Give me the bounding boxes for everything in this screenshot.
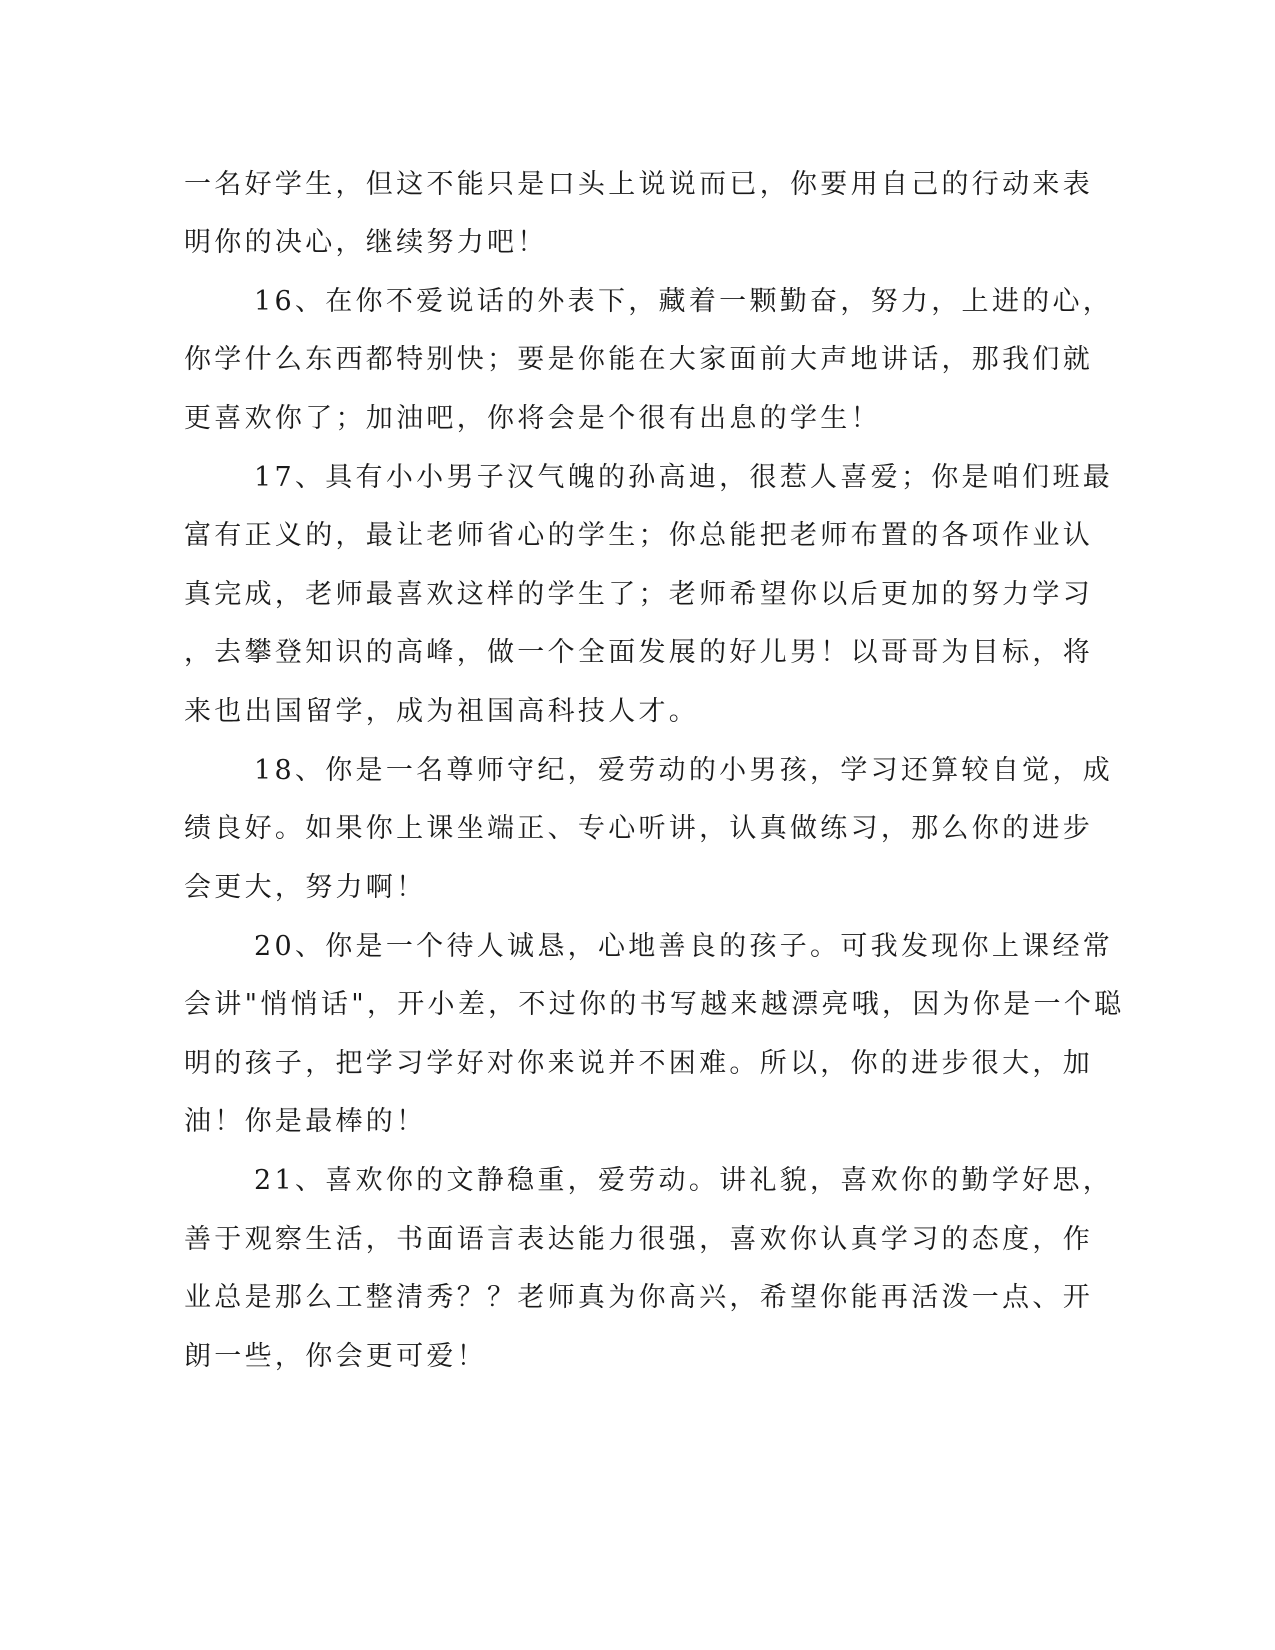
text-line: 明你的决心，继续努力吧！ — [184, 227, 548, 258]
text-line: 会更大，努力啊！ — [184, 872, 427, 903]
text-line: 你学什么东西都特别快；要是你能在大家面前大声地讲话，那我们就 — [184, 344, 1093, 375]
text-line: 业总是那么工整清秀？？老师真为你高兴，希望你能再活泼一点、开 — [184, 1282, 1093, 1313]
paragraph-18-start: 18、你是一名尊师守纪，爱劳动的小男孩，学习还算较自觉，成 — [254, 755, 1114, 786]
text-line: 真完成，老师最喜欢这样的学生了；老师希望你以后更加的努力学习 — [184, 579, 1093, 610]
paragraph-20-start: 20、你是一个待人诚恳，心地善良的孩子。可我发现你上课经常 — [254, 931, 1114, 962]
text-line: ，去攀登知识的高峰，做一个全面发展的好儿男！以哥哥为目标，将 — [184, 637, 1093, 668]
text-line: 朗一些，你会更可爱！ — [184, 1341, 487, 1372]
text-line: 富有正义的，最让老师省心的学生；你总能把老师布置的各项作业认 — [184, 520, 1093, 551]
text-line: 油！你是最棒的！ — [184, 1106, 427, 1137]
text-line: 善于观察生活，书面语言表达能力很强，喜欢你认真学习的态度，作 — [184, 1224, 1093, 1255]
paragraph-21-start: 21、喜欢你的文静稳重，爱劳动。讲礼貌，喜欢你的勤学好思， — [254, 1165, 1114, 1196]
text-line: 一名好学生，但这不能只是口头上说说而已，你要用自己的行动来表 — [184, 169, 1093, 200]
text-line: 绩良好。如果你上课坐端正、专心听讲，认真做练习，那么你的进步 — [184, 813, 1093, 844]
paragraph-17-start: 17、具有小小男子汉气魄的孙高迪，很惹人喜爱；你是咱们班最 — [254, 462, 1114, 493]
text-line: 会讲"悄悄话"，开小差，不过你的书写越来越漂亮哦，因为你是一个聪 — [184, 989, 1125, 1020]
text-line: 来也出国留学，成为祖国高科技人才。 — [184, 696, 700, 727]
text-line: 更喜欢你了；加油吧，你将会是个很有出息的学生！ — [184, 403, 881, 434]
text-line: 明的孩子，把学习学好对你来说并不困难。所以，你的进步很大，加 — [184, 1048, 1093, 1079]
paragraph-16-start: 16、在你不爱说话的外表下，藏着一颗勤奋，努力，上进的心， — [254, 286, 1114, 317]
